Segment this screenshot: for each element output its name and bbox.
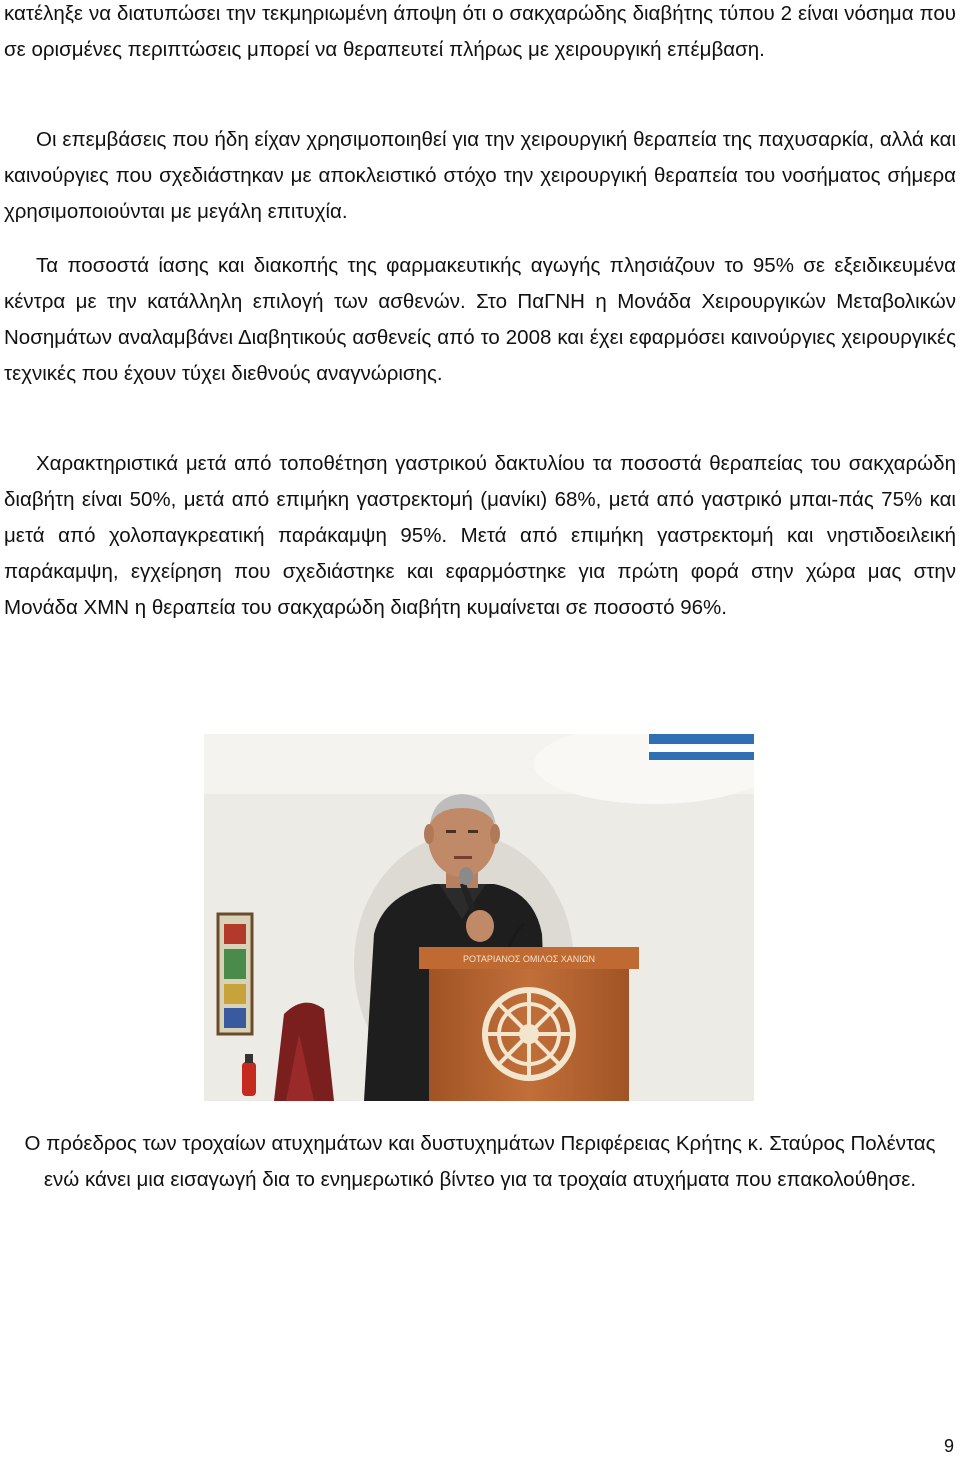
body-paragraph-3	[4, 248, 956, 392]
body-paragraph-1	[4, 0, 956, 68]
rotary-emblem-icon	[485, 990, 573, 1078]
photo-caption: Ο πρόεδρος των τροχαίων ατυχημάτων και δυστυχημάτων Περιφέρειας Κρήτης κ. Σταύρος Πολέντας ενώ κάνει μια εισαγωγή δια το ενημερωτικό βίντεο για τα τροχαία ατυχήματα που επακολούθησε.	[24, 1132, 936, 1191]
flag-icon	[649, 734, 754, 760]
photo-illustration	[204, 734, 754, 1101]
podium-text: ΡΟΤΑΡΙΑΝΟΣ ΟΜΙΛΟΣ ΧΑΝΙΩΝ	[462, 954, 596, 964]
paragraph-text: Οι επεμβάσεις που ήδη είχαν χρησιμοποιηθεί για την χειρουργική θεραπεία της παχυσαρκία, αλλά και καινούργιες που σχεδιάστηκαν με αποκλειστικό στόχο την χειρουργική θεραπεία του νοσήματος σήμερα χρησιμοποιούνται με μεγάλη επιτυχία.	[4, 128, 956, 223]
body-paragraph-2	[4, 122, 956, 230]
paragraph-text: κατέληξε να διατυπώσει την τεκμηριωμένη άποψη ότι ο σακχαρώδης διαβήτης τύπου 2 είναι νόσημα που σε ορισμένες περιπτώσεις μπορεί να θεραπευτεί πλήρως με χειρουργική επέμβαση.	[4, 2, 956, 61]
speaker-photo	[204, 734, 754, 1101]
page-number: 9	[943, 1436, 954, 1456]
paragraph-text: Τα ποσοστά ίασης και διακοπής της φαρμακευτικής αγωγής πλησιάζουν το 95% σε εξειδικευμένα κέντρα με την κατάλληλη επιλογή των ασθενών. Στο ΠαΓΝΗ η Μονάδα Χειρουργικών Μεταβολικών Νοσημάτων αναλαμβάνει Διαβητικούς ασθενείς από το 2008 και έχει εφαρμόσει καινούργιες χειρουργικές τεχνικές που έχουν τύχει διεθνούς αναγνώρισης.	[4, 254, 956, 385]
paragraph-text: Χαρακτηριστικά μετά από τοποθέτηση γαστρικού δακτυλίου τα ποσοστά θεραπείας του σακχαρώδη διαβήτη είναι 50%, μετά από επιμήκη γαστρεκτομή (μανίκι) 68%, μετά από γαστρικό μπαι-πάς 75% και μετά από χολοπαγκρεατική παράκαμψη 95%. Μετά από επιμήκη γαστρεκτομή και νηστιδοειλεική παράκαμψη, εγχείρηση που σχεδιάστηκε και εφαρμόστηκε για πρώτη φορά στην χώρα μας στην Μονάδα ΧΜΝ η θεραπεία του σακχαρώδη διαβήτη κυμαίνεται σε ποσοστό 96%.	[4, 452, 956, 619]
podium	[419, 947, 639, 1101]
stained-glass-window	[218, 914, 252, 1034]
body-paragraph-4	[4, 446, 956, 626]
